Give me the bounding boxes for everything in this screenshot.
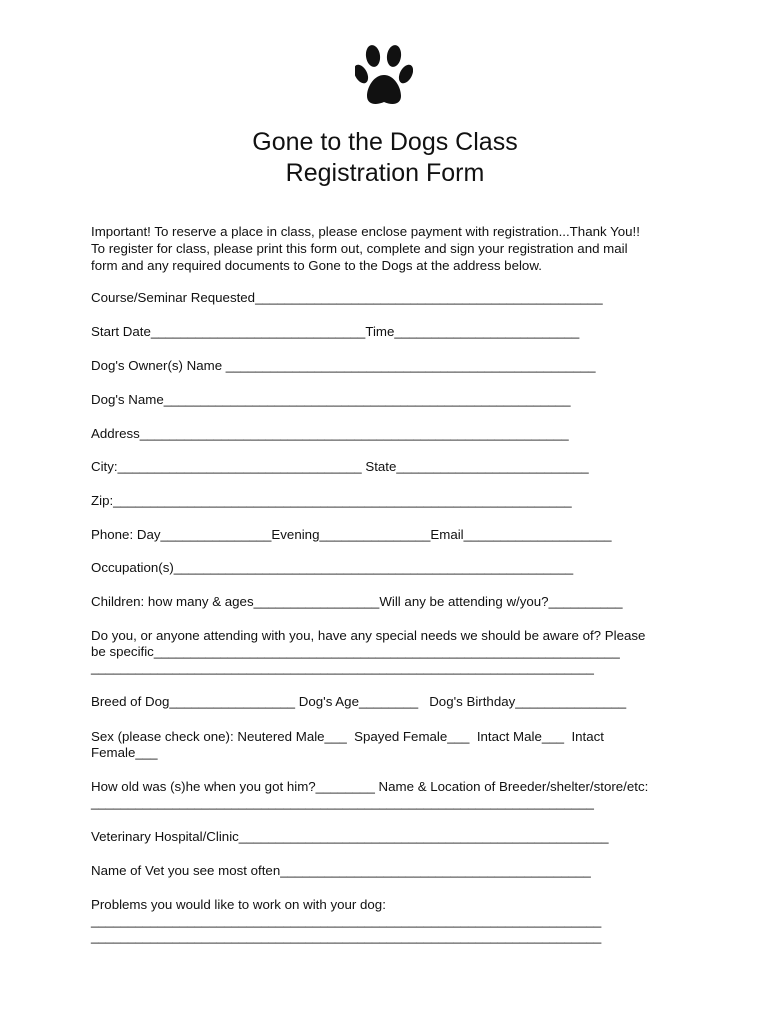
breed-age-birthday-field[interactable]: Breed of Dog_________________ Dog's Age________ Dog's Birthday_______________ <box>91 694 627 709</box>
age-got-breeder-field[interactable]: How old was (s)he when you got him?________ Name & Location of Breeder/shelter/store/etc: <box>91 779 649 794</box>
sex-field[interactable]: Sex (please check one): Neutered Male___ Spayed Female___ Intact Male___ Intact <box>91 729 604 744</box>
children-field[interactable]: Children: how many & ages_________________Will any be attending w/you?__________ <box>91 594 623 609</box>
form-title-line-1: Gone to the Dogs Class <box>252 128 518 156</box>
occupation-field[interactable]: Occupation(s)______________________________________________________ <box>91 560 574 575</box>
course-field[interactable]: Course/Seminar Requested_______________________________________________ <box>91 290 603 305</box>
form-title-line-2: Registration Form <box>285 159 485 187</box>
breeder-location-line[interactable]: ____________________________________________________________________ <box>91 795 594 810</box>
zip-field[interactable]: Zip:______________________________________________________________ <box>91 493 572 508</box>
sex-field-continued[interactable]: Female___ <box>91 745 158 760</box>
paw-print-icon <box>355 44 413 108</box>
special-needs-field[interactable]: be specific_______________________________________________________________ <box>91 644 620 659</box>
problems-label: Problems you would like to work on with your dog: <box>91 897 386 912</box>
special-needs-line[interactable]: ____________________________________________________________________ <box>91 660 594 675</box>
city-state-field[interactable]: City:_________________________________ State__________________________ <box>91 459 589 474</box>
owner-name-field[interactable]: Dog's Owner(s) Name __________________________________________________ <box>91 358 596 373</box>
intro-paragraph: Important! To reserve a place in class, please enclose payment with registration...Thank You!! To register for class, please print this form out, complete and sign your registration and mail form and any required documents to Gone to the Dogs at the address below. <box>91 224 640 273</box>
start-date-time-field[interactable]: Start Date_____________________________Time_________________________ <box>91 324 580 339</box>
special-needs-question: Do you, or anyone attending with you, have any special needs we should be aware of? Please <box>91 628 646 643</box>
problems-line-2[interactable]: _____________________________________________________________________ <box>91 929 602 944</box>
vet-hospital-field[interactable]: Veterinary Hospital/Clinic__________________________________________________ <box>91 829 609 844</box>
problems-line-1[interactable]: _____________________________________________________________________ <box>91 913 602 928</box>
address-field[interactable]: Address__________________________________________________________ <box>91 426 569 441</box>
dog-name-field[interactable]: Dog's Name_______________________________________________________ <box>91 392 571 407</box>
phone-field[interactable]: Phone: Day_______________Evening_______________Email____________________ <box>91 527 612 542</box>
vet-name-field[interactable]: Name of Vet you see most often__________________________________________ <box>91 863 591 878</box>
